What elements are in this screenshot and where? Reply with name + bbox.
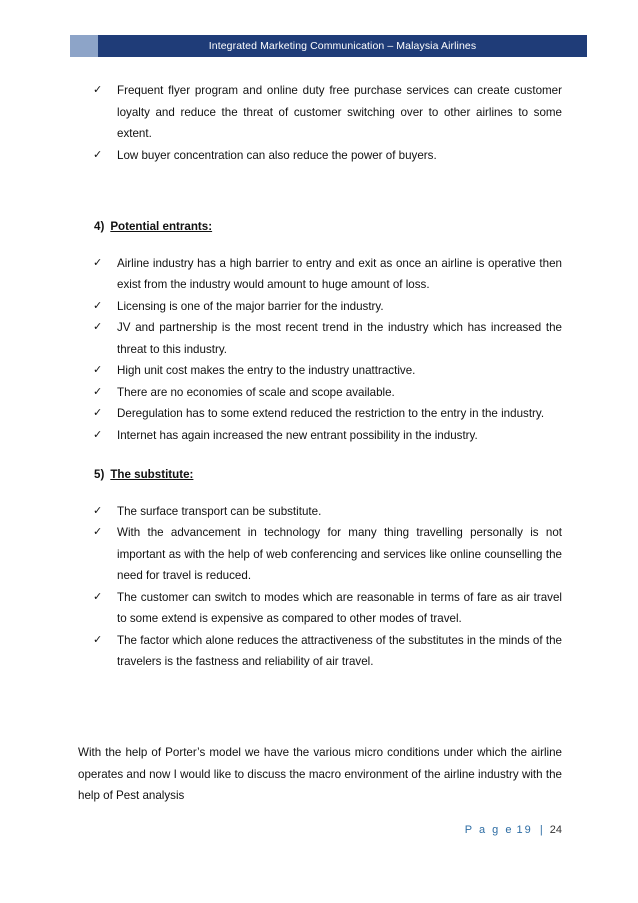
list-item: ✓ JV and partnership is the most recent trend in the industry which has increased the threat to this industry. xyxy=(93,317,562,360)
check-mark-icon: ✓ xyxy=(93,385,103,398)
check-mark-icon: ✓ xyxy=(93,504,103,517)
list-item: ✓ Licensing is one of the major barrier for the industry. xyxy=(93,296,562,318)
list-item: ✓ There are no economies of scale and scope available. xyxy=(93,382,562,404)
section-heading-the-substitute: 5) The substitute: xyxy=(94,468,194,481)
list-item: ✓ Deregulation has to some extend reduced the restriction to the entry in the industry. xyxy=(93,403,562,425)
page-footer xyxy=(465,824,562,836)
checklist-substitute xyxy=(78,501,562,673)
check-mark-icon: ✓ xyxy=(93,526,103,538)
check-mark-icon: ✓ xyxy=(93,590,103,603)
check-mark-icon: ✓ xyxy=(93,84,103,96)
list-item: ✓ The factor which alone reduces the attractiveness of the substitutes in the minds of the travelers is the fastness and reliability of air travel. xyxy=(93,630,562,673)
list-item: ✓ High unit cost makes the entry to the industry unattractive. xyxy=(93,360,562,382)
check-mark-icon: ✓ xyxy=(93,256,103,269)
list-item: ✓ Airline industry has a high barrier to entry and exit as once an airline is operative then exist from the industry would amount to huge amount of loss. xyxy=(93,253,562,296)
check-mark-icon: ✓ xyxy=(93,321,103,333)
check-mark-icon: ✓ xyxy=(93,364,103,376)
check-mark-icon: ✓ xyxy=(93,633,103,646)
list-item: ✓ Internet has again increased the new entrant possibility in the industry. xyxy=(93,425,562,447)
list-item: ✓ Frequent flyer program and online duty free purchase services can create customer loyalty and reduce the threat of customer switching over to other airlines to some extent. xyxy=(93,80,562,145)
list-item: ✓ The customer can switch to modes which are reasonable in terms of fare as air travel to some extend is expensive as compared to other modes of travel. xyxy=(93,587,562,630)
document-body xyxy=(78,80,562,673)
header-title: Integrated Marketing Communication – Malaysia Airlines xyxy=(98,35,587,57)
check-mark-icon: ✓ xyxy=(93,299,103,312)
section-heading-potential-entrants: 4) Potential entrants: xyxy=(94,220,213,233)
checklist-potential-entrants xyxy=(78,253,562,447)
closing-paragraph: With the help of Porter’s model we have the various micro conditions under which the airline operates and now I would like to discuss the macro environment of the airline industry with the help of Pest analysis xyxy=(78,746,562,802)
total-pages: 24 xyxy=(549,824,562,836)
page-label: P a g e xyxy=(464,824,514,836)
page-separator: | xyxy=(539,824,543,836)
check-mark-icon: ✓ xyxy=(93,407,103,419)
list-item: ✓ The surface transport can be substitute. xyxy=(93,501,562,523)
checklist-buyers xyxy=(78,80,562,166)
header-accent-block xyxy=(70,35,98,57)
check-mark-icon: ✓ xyxy=(93,428,103,441)
page-number: 19 xyxy=(516,824,533,836)
list-item: ✓ Low buyer concentration can also reduce the power of buyers. xyxy=(93,145,562,167)
page-header xyxy=(70,35,587,57)
check-mark-icon: ✓ xyxy=(93,148,103,161)
list-item: ✓ With the advancement in technology for many thing travelling personally is not important as with the help of web conferencing and services like online counselling the need for travel is reduced. xyxy=(93,522,562,587)
